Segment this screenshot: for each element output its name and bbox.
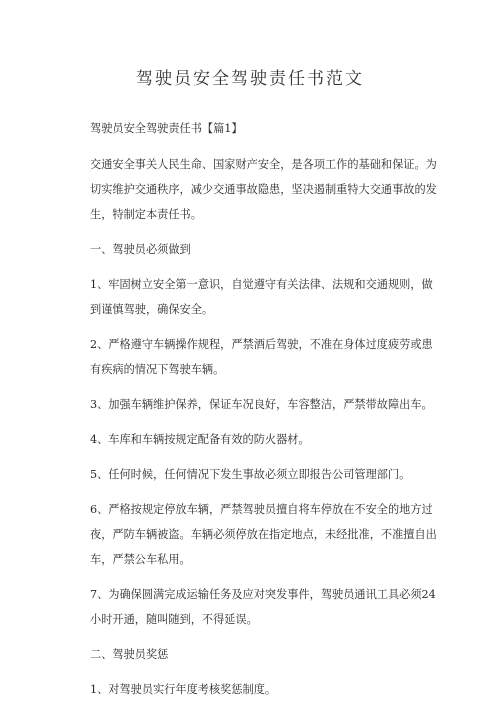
list-item-1: 1、牢固树立安全第一意识，自觉遵守有关法律、法规和交通规则，做到谨慎驾驶，确保安全。 — [90, 278, 433, 316]
document-subtitle: 驾驶员安全驾驶责任书【篇1】 — [90, 122, 243, 135]
paragraph-intro: 交通安全事关人民生命、国家财产安全，是各项工作的基础和保证。为切实维护交通秩序，减少交通事故隐患，坚决遏制重特大交通事故的发生，特制定本责任书。 — [90, 158, 437, 221]
list-item-6: 6、严格按规定停放车辆，严禁驾驶员擅自将车停放在不安全的地方过夜，严防车辆被盗。车辆必须停放在指定地点，未经批准，不准擅自出车，严禁公车私用。 — [90, 503, 437, 566]
section-heading-2: 二、驾驶员奖惩 — [90, 648, 169, 661]
list-item-5: 5、任何时候，任何情况下发生事故必须立即报告公司管理部门。 — [90, 468, 411, 481]
list-item-8: 1、对驾驶员实行年度考核奖惩制度。 — [90, 683, 277, 696]
list-item-2: 2、严格遵守车辆操作规程，严禁酒后驾驶，不准在身体过度疲劳或患有疾病的情况下驾驶车辆。 — [90, 338, 433, 376]
section-heading-1: 一、驾驶员必须做到 — [90, 243, 191, 256]
list-item-3: 3、加强车辆维护保养，保证车况良好，车容整洁，严禁带故障出车。 — [90, 398, 433, 411]
document-body — [90, 116, 440, 712]
list-item-7: 7、为确保圆满完成运输任务及应对突发事件，驾驶员通讯工具必须24小时开通，随叫随到，不得延误。 — [90, 588, 436, 626]
document-title: 驾驶员安全驾驶责任书范文 — [136, 69, 364, 89]
list-item-4: 4、车库和车辆按规定配备有效的防火器材。 — [90, 433, 310, 446]
